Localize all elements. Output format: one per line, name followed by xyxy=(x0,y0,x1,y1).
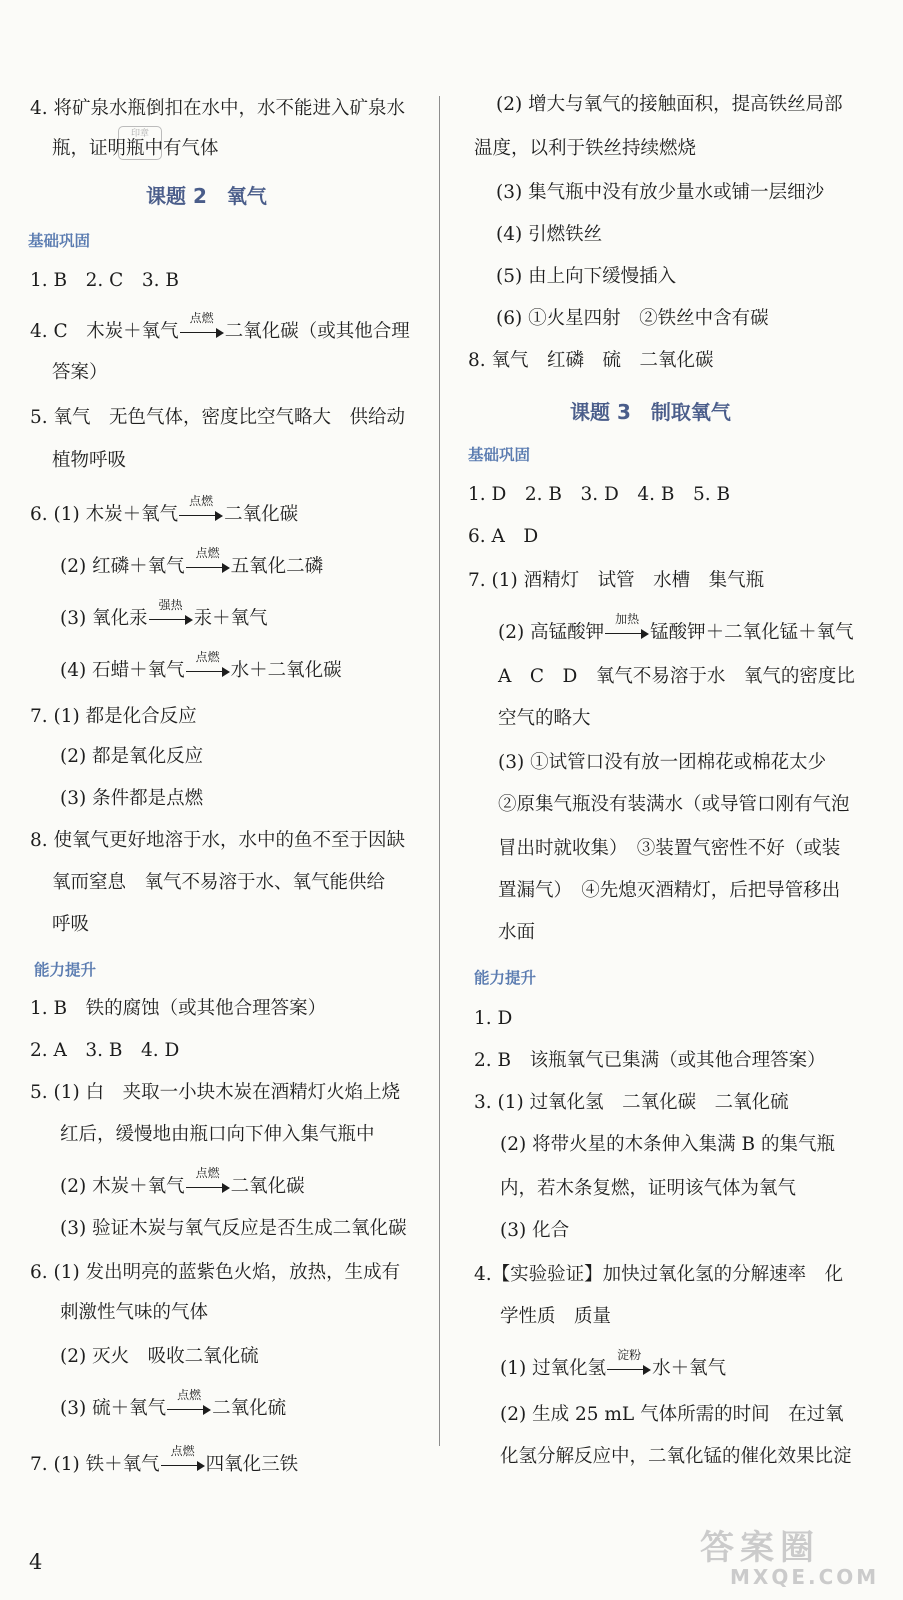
right-basic-q7-2-line2: A C D 氧气不易溶于水 氧气的密度比 xyxy=(498,666,855,687)
reaction-arrow: 点燃 xyxy=(179,506,223,524)
reaction-arrow: 点燃 xyxy=(186,558,230,576)
right-basic-q7-3-line2: ②原集气瓶没有装满水（或导管口刚有气泡 xyxy=(498,794,850,815)
stamp-mark: 印章 xyxy=(118,126,162,160)
right-basic-q7-3-line3: 冒出时就收集） ③装置气密性不好（或装 xyxy=(498,838,841,859)
right-basic-q7-3-line1: (3) ①试管口没有放一团棉花或棉花太少 xyxy=(498,752,827,773)
right-basic-q7-3-line4: 置漏气） ④先熄灭酒精灯，后把导管移出 xyxy=(498,880,841,901)
topic3-heading: 课题 3 制取氧气 xyxy=(570,400,731,424)
right-ability-q3-2-line1: (2) 将带火星的木条伸入集满 B 的集气瓶 xyxy=(500,1134,835,1155)
right-q8: 8. 氧气 红磷 硫 二氧化碳 xyxy=(468,350,714,371)
right-basic-q7-3-line5: 水面 xyxy=(498,922,536,943)
left-ability-q6-line2: 刺激性气味的气体 xyxy=(60,1302,209,1323)
left-ability-q6-3: (3) 硫＋氧气 点燃 二氧化硫 xyxy=(60,1388,287,1419)
left-ability-q5-3: (3) 验证木炭与氧气反应是否生成二氧化碳 xyxy=(60,1218,407,1239)
right-basic-q7-1: 7. (1) 酒精灯 试管 水槽 集气瓶 xyxy=(468,570,765,591)
left-basic-q7-2: (2) 都是氧化反应 xyxy=(60,746,204,767)
left-basic-q1-3: 1. B 2. C 3. B xyxy=(30,270,179,291)
column-divider xyxy=(439,96,440,1446)
right-basic-q7-2-line3: 空气的略大 xyxy=(498,708,591,729)
left-basic-q5-line2: 植物呼吸 xyxy=(52,450,127,471)
left-basic-q8-line2: 氧而窒息 氧气不易溶于水、氧气能供给 xyxy=(52,872,386,893)
left-basic-q7-3: (3) 条件都是点燃 xyxy=(60,788,204,809)
right-ability-q3-1: 3. (1) 过氧化氢 二氧化碳 二氧化硫 xyxy=(474,1092,789,1113)
right-ability-q1: 1. D xyxy=(474,1008,513,1029)
left-basic-q6-4: (4) 石蜡＋氧气 点燃 水＋二氧化碳 xyxy=(60,650,342,681)
right-ability-q2: 2. B 该瓶氧气已集满（或其他合理答案） xyxy=(474,1050,826,1071)
reaction-arrow: 点燃 xyxy=(186,662,230,680)
left-q4-line1: 4. 将矿泉水瓶倒扣在水中，水不能进入矿泉水 xyxy=(30,98,406,119)
reaction-arrow: 点燃 xyxy=(186,1178,230,1196)
left-basic-q8-line1: 8. 使氧气更好地溶于水，水中的鱼不至于因缺 xyxy=(30,830,406,851)
right-q7-4: (4) 引燃铁丝 xyxy=(496,224,603,245)
left-basic-q6-2: (2) 红磷＋氧气 点燃 五氧化二磷 xyxy=(60,546,324,577)
left-ability-q6-line1: 6. (1) 发出明亮的蓝紫色火焰，放热，生成有 xyxy=(30,1262,401,1283)
right-q7-5: (5) 由上向下缓慢插入 xyxy=(496,266,677,287)
right-section-ability: 能力提升 xyxy=(474,969,537,987)
right-ability-q4-line1: 4.【实验验证】加快过氧化氢的分解速率 化 xyxy=(474,1264,844,1285)
right-q7-6: (6) ①火星四射 ②铁丝中含有碳 xyxy=(496,308,769,329)
left-basic-q6-1: 6. (1) 木炭＋氧气 点燃 二氧化碳 xyxy=(30,494,299,525)
right-basic-q6: 6. A D xyxy=(468,526,539,547)
reaction-arrow: 点燃 xyxy=(161,1456,205,1474)
left-ability-q1: 1. B 铁的腐蚀（或其他合理答案） xyxy=(30,998,327,1019)
watermark-text-bottom: MXQE.COM xyxy=(730,1565,880,1589)
right-q7-2-line1: (2) 增大与氧气的接触面积，提高铁丝局部 xyxy=(496,94,843,115)
watermark-text-top: 答案圈 xyxy=(700,1528,820,1568)
watermark-logo xyxy=(700,1530,895,1592)
left-basic-q7-1: 7. (1) 都是化合反应 xyxy=(30,706,197,727)
left-basic-q4-line2: 答案） xyxy=(52,362,108,383)
right-basic-q1-5: 1. D 2. B 3. D 4. B 5. B xyxy=(468,484,731,505)
reaction-arrow: 点燃 xyxy=(167,1400,211,1418)
reaction-arrow: 加热 xyxy=(605,624,649,642)
reaction-arrow: 点燃 xyxy=(180,323,224,341)
left-ability-q7-1: 7. (1) 铁＋氧气 点燃 四氧化三铁 xyxy=(30,1444,299,1475)
left-q4-line2: 瓶，证明瓶中有气体 xyxy=(52,138,219,159)
left-basic-q4: 4. C 木炭＋氧气 点燃 二氧化碳（或其他合理 xyxy=(30,311,410,342)
right-ability-q4-2-line1: (2) 生成 25 mL 气体所需的时间 在过氧 xyxy=(500,1404,844,1425)
left-basic-q6-3: (3) 氧化汞 强热 汞＋氧气 xyxy=(60,598,268,629)
right-ability-q3-3: (3) 化合 xyxy=(500,1220,570,1241)
right-section-basic: 基础巩固 xyxy=(468,446,531,464)
right-ability-q3-2-line2: 内，若木条复燃，证明该气体为氧气 xyxy=(500,1178,797,1199)
left-section-basic: 基础巩固 xyxy=(28,232,91,250)
left-basic-q8-line3: 呼吸 xyxy=(52,914,90,935)
right-ability-q4-line2: 学性质 质量 xyxy=(500,1306,612,1327)
page-number: 4 xyxy=(29,1550,43,1574)
left-ability-q5-2: (2) 木炭＋氧气 点燃 二氧化碳 xyxy=(60,1166,305,1197)
right-q7-2-line2: 温度，以利于铁丝持续燃烧 xyxy=(474,138,697,159)
reaction-arrow: 强热 xyxy=(149,610,193,628)
right-q7-3: (3) 集气瓶中没有放少量水或铺一层细沙 xyxy=(496,182,825,203)
left-basic-q5-line1: 5. 氧气 无色气体，密度比空气略大 供给动 xyxy=(30,407,406,428)
left-ability-q5-line1: 5. (1) 白 夹取一小块木炭在酒精灯火焰上烧 xyxy=(30,1082,401,1103)
left-ability-q5-line2: 红后，缓慢地由瓶口向下伸入集气瓶中 xyxy=(60,1124,375,1145)
right-ability-q4-1: (1) 过氧化氢 淀粉 水＋氧气 xyxy=(500,1348,727,1379)
right-ability-q4-2-line2: 化氢分解反应中，二氧化锰的催化效果比淀 xyxy=(500,1446,852,1467)
right-basic-q7-2: (2) 高锰酸钾 加热 锰酸钾＋二氧化锰＋氧气 xyxy=(498,612,854,643)
left-ability-q2-4: 2. A 3. B 4. D xyxy=(30,1040,180,1061)
left-section-ability: 能力提升 xyxy=(34,961,97,979)
topic2-heading: 课题 2 氧气 xyxy=(146,184,267,208)
left-ability-q6-2: (2) 灭火 吸收二氧化硫 xyxy=(60,1346,259,1367)
reaction-arrow: 淀粉 xyxy=(607,1360,651,1378)
